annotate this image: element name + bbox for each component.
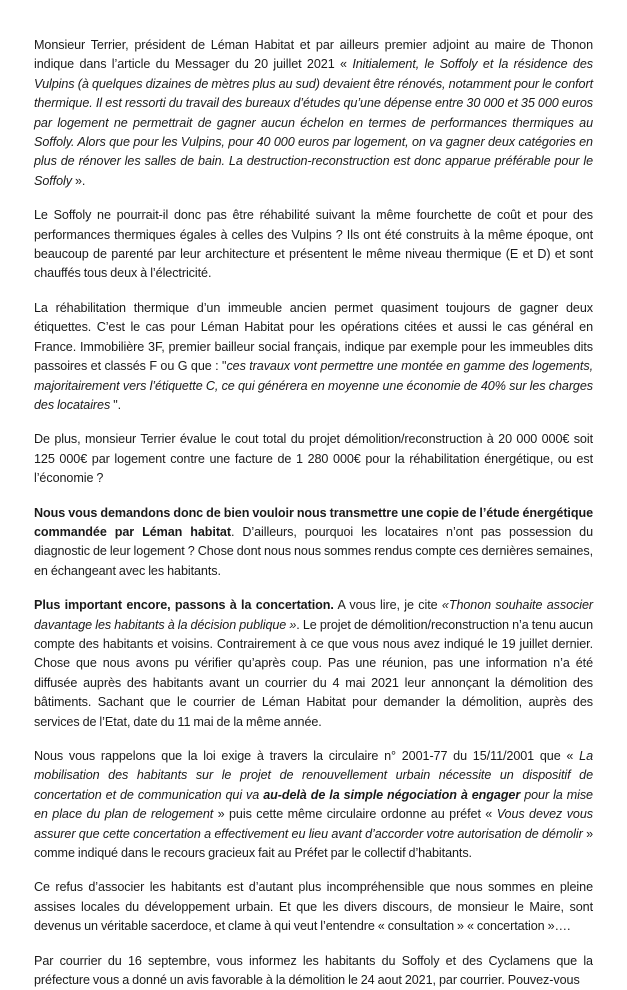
quote-run: Vous devez vous assurer que cette concertation a effectivement eu lieu avant d’accorder votre autorisation de démolir — [34, 807, 593, 841]
quote-run: La mobilisation des habitants sur le projet de renouvellement urbain nécessite un dispositif de concertation et de communication qui va — [34, 749, 593, 802]
paragraph-5 — [34, 504, 593, 582]
text-run: ". — [110, 397, 122, 412]
text-run: Nous vous rappelons que la loi exige à travers la circulaire n° 2001-77 du 15/11/2001 que « — [34, 749, 580, 763]
text-run: . D’ailleurs, pourquoi les locataires n’ont pas possession du diagnostic de leur logement ? Chose dont nous nous sommes rendus compte ces dernières semaines, en échangeant avec les habitants. — [34, 524, 593, 578]
quote-run: ces travaux vont permettre une montée en gamme des logements, majoritairement vers l’étiquette C, ce qui générera en moyenne une économie de 40% sur les charges des locataires — [34, 359, 593, 412]
text-run: Ce refus d’associer les habitants est d’autant plus incompréhensible que nous sommes en pleine assises locales du développement urbain. Et que les divers discours, de monsieur le Maire, sont devenus un véritable sacerdoce, et clame à qui veut l’entendre « consultation » « concertation »…. — [34, 880, 593, 934]
text-run: Par courrier du 16 septembre, vous informez les habitants du Soffoly et des Cyclamens que la préfecture vous a donné un avis favorable à la démolition le 24 aout 2021, par courrier. Pouvez-vous — [34, 953, 593, 988]
bold-italic-run: au-delà de la simple négociation à engager — [263, 787, 521, 802]
text-run: Monsieur Terrier, président de Léman Habitat et par ailleurs premier adjoint au maire de Thonon indique dans l’article du Messager du 20 juillet 2021 « — [34, 38, 593, 72]
bold-run: Plus important encore, passons à la concertation. — [34, 598, 334, 613]
text-run: » puis cette même circulaire ordonne au préfet « — [213, 807, 497, 822]
quote-run: «Thonon souhaite associer davantage les habitants à la décision publique » — [34, 598, 594, 632]
quote-run: Initialement, le Soffoly et la résidence des Vulpins (à quelques dizaines de mètres plus au sud) devaient être rénovés, notamment pour le confort thermique. Il est ressorti du travail des bureaux d’études qu’une dépense entre 30 000 et 35 000 euros par logement ne permettrait de gagner aucun échelon en termes de performances thermiques au Soffoly. Alors que pour les Vulpins, pour 40 000 euros par logement, on va gagner deux catégories en plus de rénover les salles de bain. La destruction-reconstruction est donc apparue préférable pour le Soffoly — [34, 57, 593, 188]
paragraph-1 — [34, 36, 593, 191]
text-run: La réhabilitation thermique d’un immeuble ancien permet quasiment toujours de gagner deux étiquettes. C’est le cas pour Léman Habitat pour les opérations citées et aussi le cas général en France. Immobilière 3F, premier bailleur social français, indique par exemple pour les immeubles dits passoires et classés F ou G que : " — [34, 300, 593, 374]
paragraph-2 — [34, 206, 593, 284]
text-run: A vous lire, je cite — [333, 598, 442, 613]
quote-run: pour la mise en place du plan de relogement — [34, 787, 593, 822]
text-run: De plus, monsieur Terrier évalue le cout total du projet démolition/reconstruction à 20 000 000€ soit 125 000€ par logement contre une facture de 1 280 000€ pour la réhabilitation énergétique, ou est l’économie ? — [34, 432, 593, 486]
paragraph-3 — [34, 299, 593, 415]
paragraph-7 — [34, 747, 593, 863]
text-run: ». — [71, 173, 86, 188]
text-run: . Le projet de démolition/reconstruction n’a tenu aucun compte des habitants et voisins. Contrairement à ce que vous nous avez indiqué le 19 juillet dernier. Chose que nous avons pu vérifier qu’après coup. Pas une réunion, pas une information n’a été diffusée auprès des habitants avant un courrier du 4 mai 2021 leur annonçant la démolition des bâtiments. Sachant que le courrier de Léman Habitat pour demander la démolition, auprès des services de l’Etat, date du 11 mai de la même année. — [34, 617, 593, 729]
paragraph-4 — [34, 430, 593, 488]
text-run: Le Soffoly ne pourrait-il donc pas être réhabilité suivant la même fourchette de coût et pour des performances thermiques égales à celles des Vulpins ? Ils ont été construits à la même époque, ont beaucoup de parenté par leur architecture et présentent le même niveau thermique (E et D) et sont chauffés tous deux à l’électricité. — [34, 208, 593, 281]
text-run: » comme indiqué dans le recours gracieux fait au Préfet par le collectif d’habitants. — [34, 826, 593, 861]
paragraph-8 — [34, 878, 593, 936]
bold-run: Nous vous demandons donc de bien vouloir nous transmettre une copie de l’étude énergétique commandée par Léman habitat — [34, 505, 593, 539]
paragraph-6 — [34, 596, 593, 732]
paragraph-9 — [34, 952, 593, 990]
